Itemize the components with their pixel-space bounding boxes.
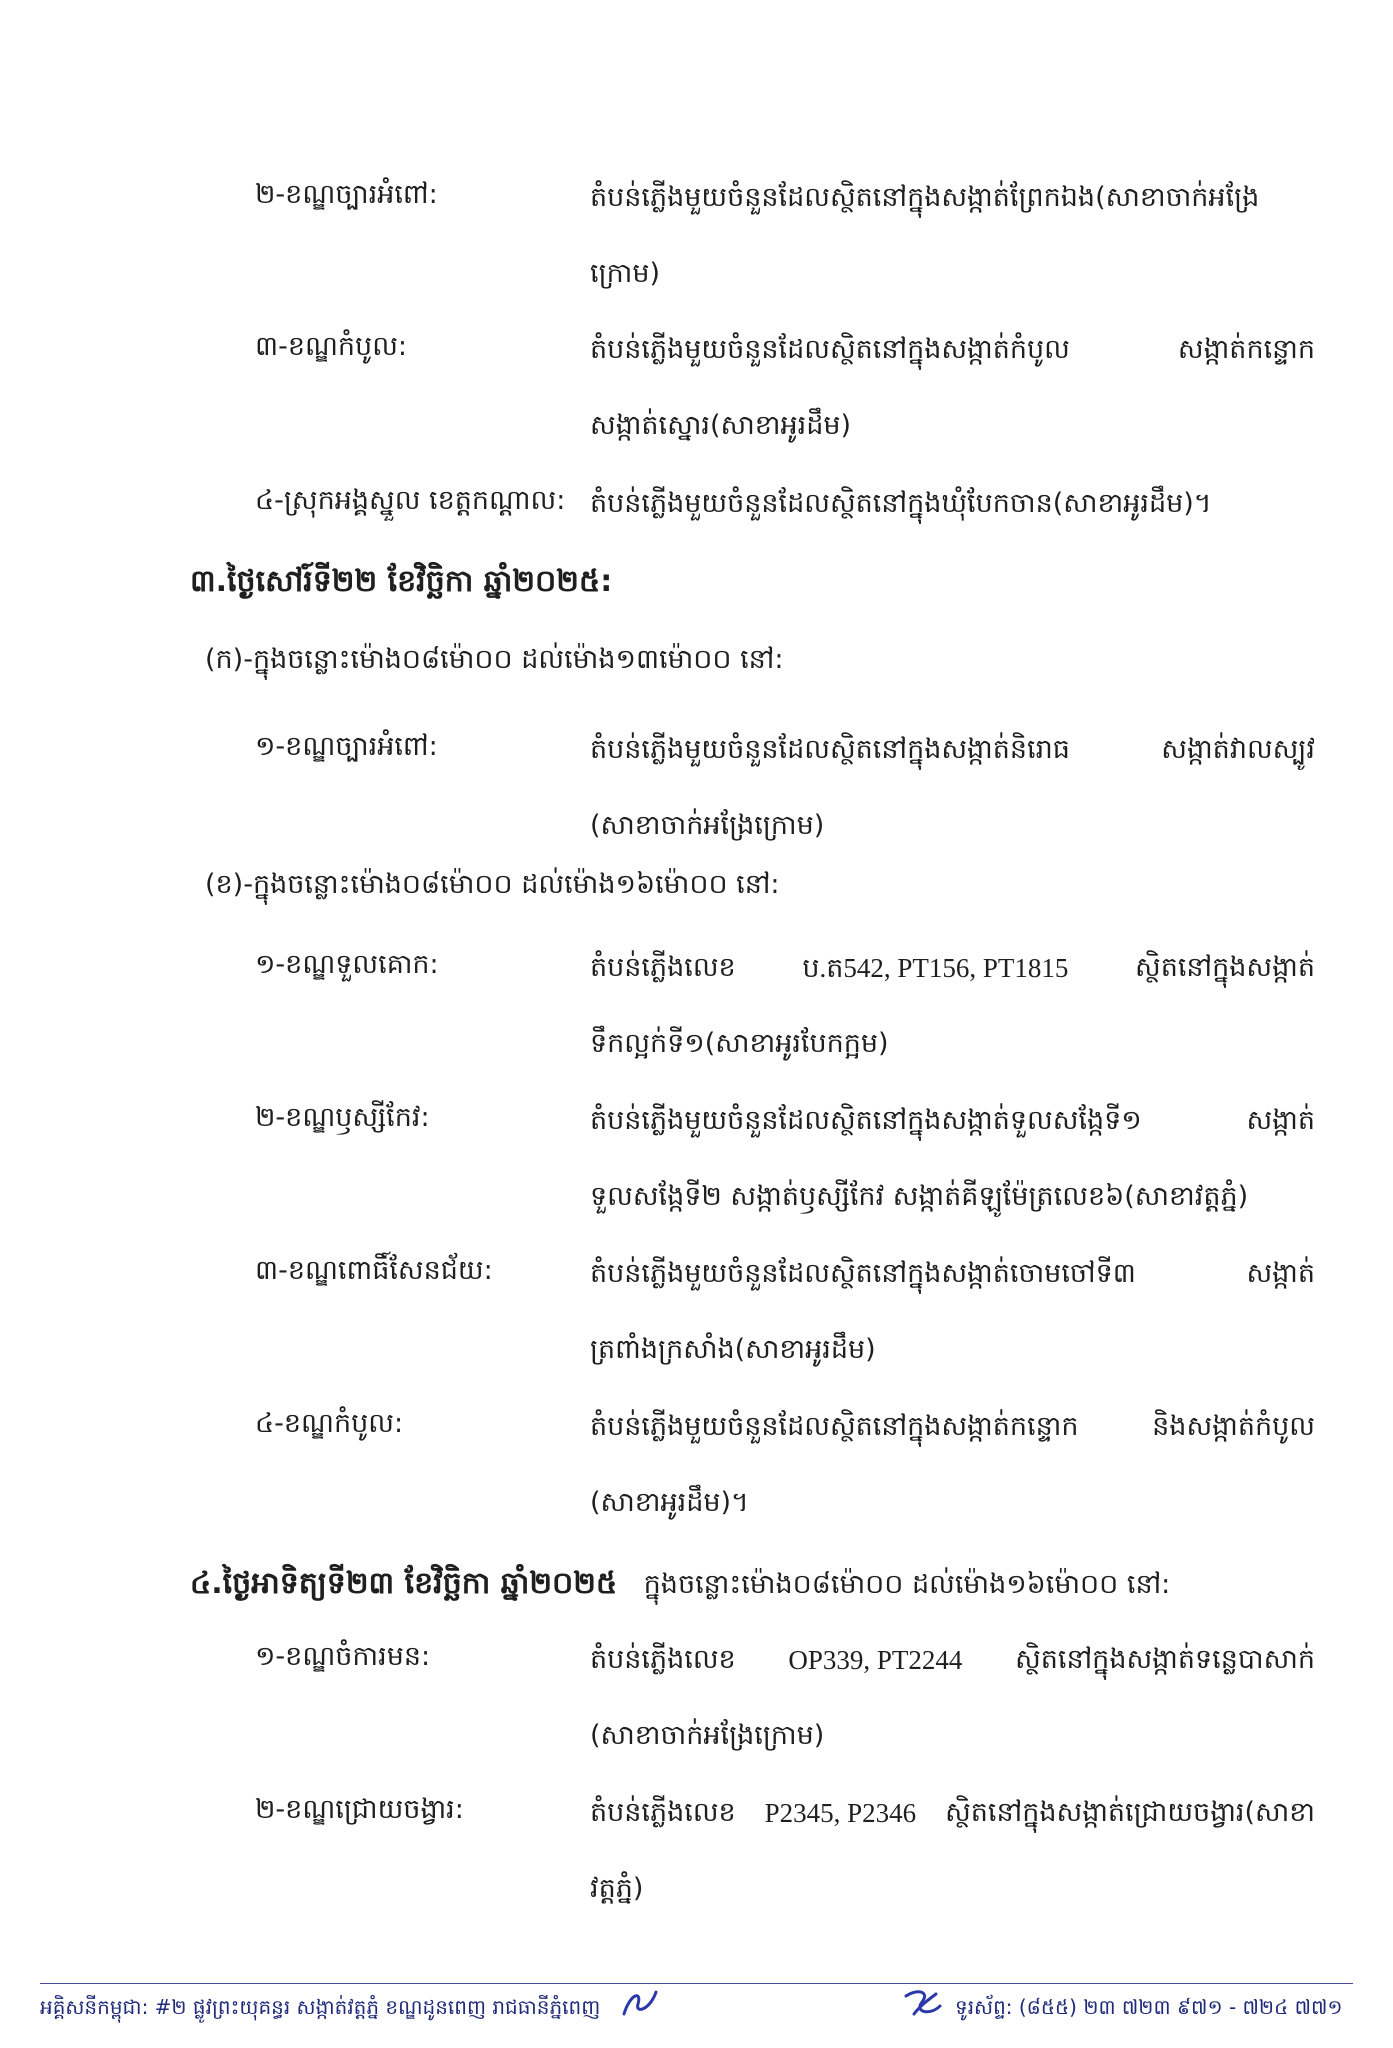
desc-text-cont: សង្កាត់ស្នោរ(សាខាអូរដឹម) — [590, 410, 852, 441]
item-label: ៤-ស្រុកអង្គស្នួល ខេត្តកណ្ដាល: — [255, 485, 566, 516]
desc-text-cont: ត្រពាំងក្រសាំង(សាខាអូរដឹម) — [590, 1334, 876, 1365]
zone-codes: ប.ត542, PT156, PT1815 — [802, 953, 1069, 983]
desc-text-cont: ទឹកល្អក់ទី១(សាខាអូរបែកក្អម) — [590, 1028, 889, 1059]
item-label: ១-ខណ្ឌទួលគោក: — [255, 949, 439, 980]
item-label: ២-ខណ្ឌច្បារអំពៅ: — [255, 179, 438, 210]
desc-text: តំបន់ភ្លើងមួយចំនួនដែលស្ថិតនៅក្នុងសង្កាត់ទួលសង្កែទី១ — [590, 1105, 1142, 1136]
desc-text-cont: ក្រោម) — [590, 258, 660, 289]
zone-codes: OP339, PT2244 — [788, 1645, 963, 1675]
item-label: ២-ខណ្ឌជ្រោយចង្វារ: — [255, 1794, 464, 1825]
desc-text: តំបន់ភ្លើងលេខ — [590, 1644, 736, 1675]
desc-text: សង្កាត់ — [1246, 1258, 1315, 1289]
desc-text-cont: (សាខាចាក់អង្រែក្រោម) — [590, 1720, 825, 1751]
desc-text: តំបន់ភ្លើងមួយចំនួនដែលស្ថិតនៅក្នុងសង្កាត់និរោធ — [590, 734, 1070, 765]
desc-text: តំបន់ភ្លើងលេខ — [590, 952, 736, 983]
desc-text: តំបន់ភ្លើងលេខ — [590, 1797, 736, 1828]
item-description — [590, 1389, 1315, 1541]
section3-heading: ៣.ថ្ងៃសៅរ៍ទី២២ ខែវិច្ឆិកា ឆ្នាំ២០២៥: — [190, 564, 613, 599]
item-label: ៣-ខណ្ឌពោធិ៍សែនជ័យ: — [255, 1255, 493, 1286]
section3-sub-b: (ខ)-ក្នុងចន្លោះម៉ោង០៨ម៉ោ០០ ដល់ម៉ោង១៦ម៉ោ០០ នៅ: — [205, 869, 780, 900]
item-description — [590, 1622, 1315, 1774]
desc-text-cont: ទួលសង្កែទី២ សង្កាត់ឫស្សីកែវ សង្កាត់គីឡូម៉ែត្រលេខ៦(សាខាវត្តភ្នំ) — [590, 1181, 1249, 1212]
item-label: ៣-ខណ្ឌកំបូល: — [255, 331, 407, 362]
section4-heading-date: ៤.ថ្ងៃអាទិត្យទី២៣ ខែវិច្ឆិកា ឆ្នាំ២០២៥ — [190, 1566, 618, 1601]
section4-heading — [190, 1564, 1170, 1608]
desc-text: តំបន់ភ្លើងមួយចំនួនដែលស្ថិតនៅក្នុងសង្កាត់កន្ទោក — [590, 1411, 1079, 1442]
footer-phone: ទូរស័ព្ទ: (៨៥៥) ២៣ ៧២៣ ៩៧១ - ៧២៤ ៧៧១ — [955, 1995, 1343, 2019]
desc-text-cont: (សាខាអូរដឹម)។ — [590, 1487, 749, 1518]
desc-text: តំបន់ភ្លើងមួយចំនួនដែលស្ថិតនៅក្នុងសង្កាត់កំបូល — [590, 334, 1070, 365]
item-description — [590, 312, 1315, 464]
initial-signature-left — [620, 1988, 660, 2020]
desc-text-cont: (សាខាចាក់អង្រែក្រោម) — [590, 810, 825, 841]
desc-text: ស្ថិតនៅក្នុងសង្កាត់ — [1135, 952, 1315, 983]
zone-codes: P2345, P2346 — [764, 1798, 917, 1828]
desc-text: និងសង្កាត់កំបូល — [1152, 1411, 1315, 1442]
item-description — [590, 930, 1315, 1082]
item-description — [590, 1775, 1315, 1927]
section4-heading-time: ក្នុងចន្លោះម៉ោង០៨ម៉ោ០០ ដល់ម៉ោង១៦ម៉ោ០០ នៅ: — [643, 1569, 1171, 1600]
desc-text-cont: វត្តភ្នំ) — [590, 1873, 644, 1904]
desc-text: សង្កាត់ — [1246, 1105, 1315, 1136]
item-description — [590, 466, 1315, 542]
desc-text: ស្ថិតនៅក្នុងសង្កាត់ជ្រោយចង្វារ(សាខា — [945, 1797, 1315, 1828]
item-description — [590, 712, 1315, 864]
item-label: ១-ខណ្ឌច្បារអំពៅ: — [255, 731, 438, 762]
item-label: ២-ខណ្ឌឫស្សីកែវ: — [255, 1102, 430, 1133]
footer-address: អគ្គិសនីកម្ពុជា: #២ ផ្លូវព្រះយុគន្ធរ សង្កាត់វត្តភ្នំ ខណ្ឌដូនពេញ រាជធានីភ្នំពេញ — [40, 1995, 601, 2019]
item-description — [590, 1083, 1315, 1235]
desc-text: តំបន់ភ្លើងមួយចំនួនដែលស្ថិតនៅក្នុងសង្កាត់ចោមចៅទី៣ — [590, 1258, 1136, 1289]
footer-divider — [40, 1983, 1353, 1984]
desc-text: សង្កាត់កន្ទោក — [1177, 334, 1315, 365]
desc-text: សង្កាត់វាលស្បូវ — [1161, 734, 1315, 765]
section3-sub-a: (ក)-ក្នុងចន្លោះម៉ោង០៨ម៉ោ០០ ដល់ម៉ោង១៣ម៉ោ០០ នៅ: — [205, 644, 784, 675]
item-label: ៤-ខណ្ឌកំបូល: — [255, 1408, 404, 1439]
initial-signature-right — [900, 1986, 946, 2022]
item-description — [590, 1236, 1315, 1388]
item-label: ១-ខណ្ឌចំការមន: — [255, 1641, 431, 1672]
desc-text: ស្ថិតនៅក្នុងសង្កាត់ទន្លេបាសាក់ — [1015, 1644, 1315, 1675]
item-description — [590, 160, 1315, 312]
desc-text: តំបន់ភ្លើងមួយចំនួនដែលស្ថិតនៅក្នុងសង្កាត់ព្រែកឯង(សាខាចាក់អង្រែ — [590, 182, 1260, 213]
desc-text: តំបន់ភ្លើងមួយចំនួនដែលស្ថិតនៅក្នុងឃុំបែកចាន(សាខាអូរដឹម)។ — [590, 488, 1212, 519]
